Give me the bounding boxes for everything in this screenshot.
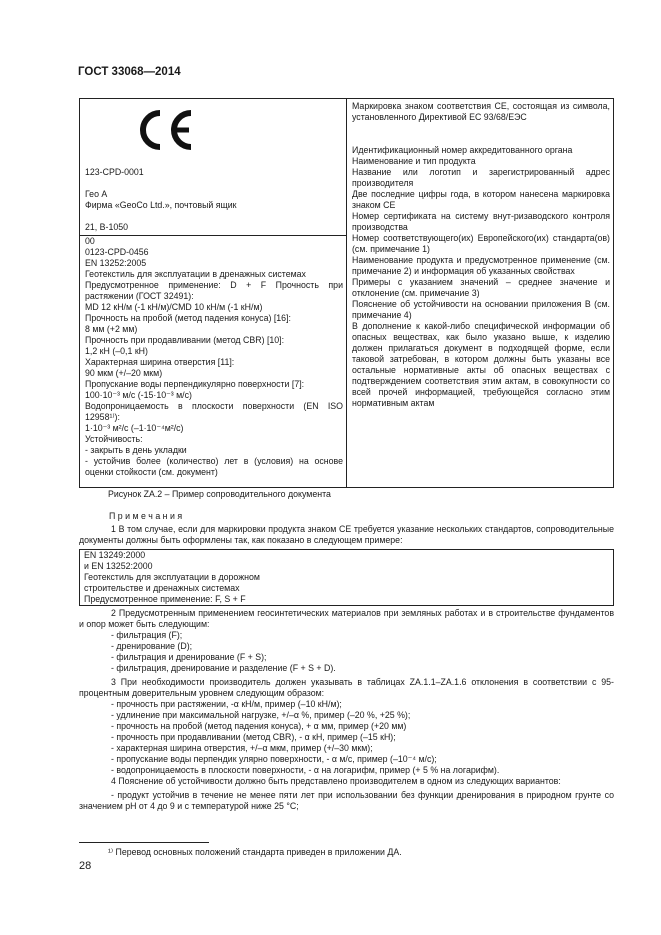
durability-item-2: - устойчив более (количество) лет в (условия) на основе оценки стойкости (см. документ) (85, 456, 343, 477)
right-desc-product: Наименование и тип продукта (352, 156, 476, 166)
right-desc-year: Две последние цифры года, в котором нанесена маркировка знаком СЕ (352, 189, 610, 210)
plane-permeability-label: Водопроницаемость в плоскости поверхности (EN ISO 12958¹⁾): (85, 401, 343, 422)
product-name: Геотекстиль для эксплуатации в дренажных системах (85, 269, 306, 279)
right-desc-hazardous: В дополнение к какой-либо специфической информации об опасных веществах, как было указано выше, к изделию должен прилагаться документ в подходящей форме, если таковой затребован, в котором должны быть указаны все остальные нормативные акты об опасных веществах с подтверждением соответствия этим актам, в совокупности со всей прочей информацией, требующейся согласно этим нормативным актам (352, 321, 610, 408)
right-desc-ce: Маркировка знаком соответствия СЕ, состоящая из символа, установленного Директивой ЕС 93/68/ЕЭС (352, 101, 610, 122)
notes-section (79, 511, 614, 812)
note-1: 1 В том случае, если для маркировки продукта знаком CE требуется указание нескольких стандартов, сопроводительные документы должны быть оформлены так, как показано в следующем примере: (79, 524, 614, 545)
note-2-item: - фильтрация и дренирование (F + S); (111, 652, 267, 662)
example-line-4: строительстве и дренажных системах (84, 583, 240, 593)
right-desc-standard: Номер соответствующего(их) Европейского(их) стандарта(ов) (см. примечание 1) (352, 233, 610, 254)
page-number: 28 (79, 860, 92, 872)
figure-caption: Рисунок ZA.2 – Пример сопроводительного документа (108, 489, 331, 499)
note-3: 3 При необходимости производитель должен указывать в таблицах ZA.1.1–ZA.1.6 отклонения в соответствии с 95-процентным доверительным уровнем следующим образом: (79, 677, 614, 698)
right-desc-examples: Примеры с указанием значений – среднее значение и отклонение (см. примечание 3) (352, 277, 610, 298)
cert-id: 123-CPD-0001 (85, 167, 144, 177)
note-3-item: - удлинение при максимальной нагрузке, +/–α %, пример (–20 %, +25 %); (111, 710, 411, 720)
puncture-value: 8 мм (+2 мм) (85, 324, 138, 334)
puncture-label: Прочность на пробой (метод падения конуса) [16]: (85, 313, 291, 323)
note-4-item: - продукт устойчив в течение не менее пяти лет при использовании без функции дренирования в природном грунте со значением pH от 4 до 9 и с температурой ниже 25 °С; (79, 790, 614, 811)
right-desc-durability: Пояснение об устойчивости на основании приложения В (см. примечание 4) (352, 299, 610, 320)
postal-code: 21, B-1050 (85, 222, 129, 232)
permeability-label: Пропускание воды перпендикулярно поверхности [7]: (85, 379, 305, 389)
note-3-item: - характерная ширина отверстия, +/–α мкм, пример (+/–30 мкм); (111, 743, 373, 753)
note-2: 2 Предусмотренным применением геосинтетических материалов при земляных работах и в строительстве фундаментов и опор может быть следующим: (79, 608, 614, 629)
example-line-1: EN 13249:2000 (84, 550, 146, 560)
note-3-item: - водопроницаемость в плоскости поверхности, - α на логарифм, пример (+ 5 % на логарифм). (111, 765, 500, 775)
standard-text: EN 13252:2005 (85, 258, 147, 268)
marking-table (79, 98, 614, 488)
table-divider-vertical (346, 99, 347, 487)
durability-item-1: - закрыть в день укладки (85, 445, 187, 455)
ce-mark-logo (133, 107, 197, 153)
footnote-separator (79, 842, 209, 843)
document-header: ГОСТ 33068—2014 (78, 66, 181, 78)
durability-label: Устойчивость: (85, 434, 143, 444)
note-2-item: - дренирование (D); (111, 641, 193, 651)
example-line-5: Предусмотренное применение: F, S + F (84, 594, 246, 604)
right-desc-certificate: Номер сертификата на систему внут-ризаводского контроля производства (352, 211, 610, 232)
left-top-cell (85, 99, 343, 235)
note-2-item: - фильтрация, дренирование и разделение (F + S + D). (111, 663, 336, 673)
plane-permeability-value: 1·10⁻³ м²/с (–1·10⁻⁴м²/с) (85, 423, 184, 433)
note-3-item: - прочность при продавливании (метод CBR), - α кН, пример (–15 кН); (111, 732, 396, 742)
note-3-item: - пропускание воды перпендик улярно поверхности, - α м/с, пример (–10⁻⁴ м/с); (111, 754, 437, 764)
right-desc-producer: Название или логотип и зарегистрированный адрес производителя (352, 167, 610, 188)
year-text: 00 (85, 236, 95, 246)
table-left-column (85, 99, 343, 478)
example-line-3: Геотекстиль для эксплуатации в дорожном (84, 572, 260, 582)
producer-name: Гео А (85, 189, 108, 199)
md-cmd-values: MD 12 кН/м (-1 кН/м)/CMD 10 кН/м (-1 кН/м) (85, 302, 263, 312)
permeability-value: 100·10⁻³ м/с (-15·10⁻³ м/с) (85, 390, 192, 400)
left-bottom-cell (85, 236, 343, 478)
example-line-2: и EN 13252:2000 (84, 561, 153, 571)
push-label: Прочность при продавливании (метод CBR) [10]: (85, 335, 285, 345)
note-2-item: - фильтрация (F); (111, 630, 183, 640)
example-box (79, 549, 614, 606)
note-3-item: - прочность при растяжении, -α кН/м, пример (–10 кН/м); (111, 699, 342, 709)
cert-number: 0123-CPD-0456 (85, 247, 149, 257)
right-desc-id: Идентификационный номер аккредитованного органа (352, 145, 573, 155)
opening-value: 90 мкм (+/–20 мкм) (85, 368, 163, 378)
notes-heading: П р и м е ч а н и я (109, 511, 183, 521)
note-4: 4 Пояснение об устойчивости должно быть представлено производителем в одном из следующих вариантов: (111, 776, 561, 786)
producer-address: Фирма «GeoCo Ltd.», почтовый ящик (85, 200, 237, 210)
footnote: ¹⁾ Перевод основных положений стандарта приведен в приложении ДА. (108, 847, 402, 857)
push-value: 1,2 кН (–0,1 кН) (85, 346, 148, 356)
note-3-item: - прочность на пробой (метод падения конуса), + α мм, пример (+20 мм) (111, 721, 407, 731)
table-right-column (352, 101, 610, 409)
right-desc-use: Наименование продукта и предусмотренное применение (см. примечание 2) и информация об указанных свойствах (352, 255, 610, 276)
intended-use: Предусмотренное применение: D + F Прочность при растяжении (ГОСТ 32491): (85, 280, 343, 301)
opening-label: Характерная ширина отверстия [11]: (85, 357, 235, 367)
